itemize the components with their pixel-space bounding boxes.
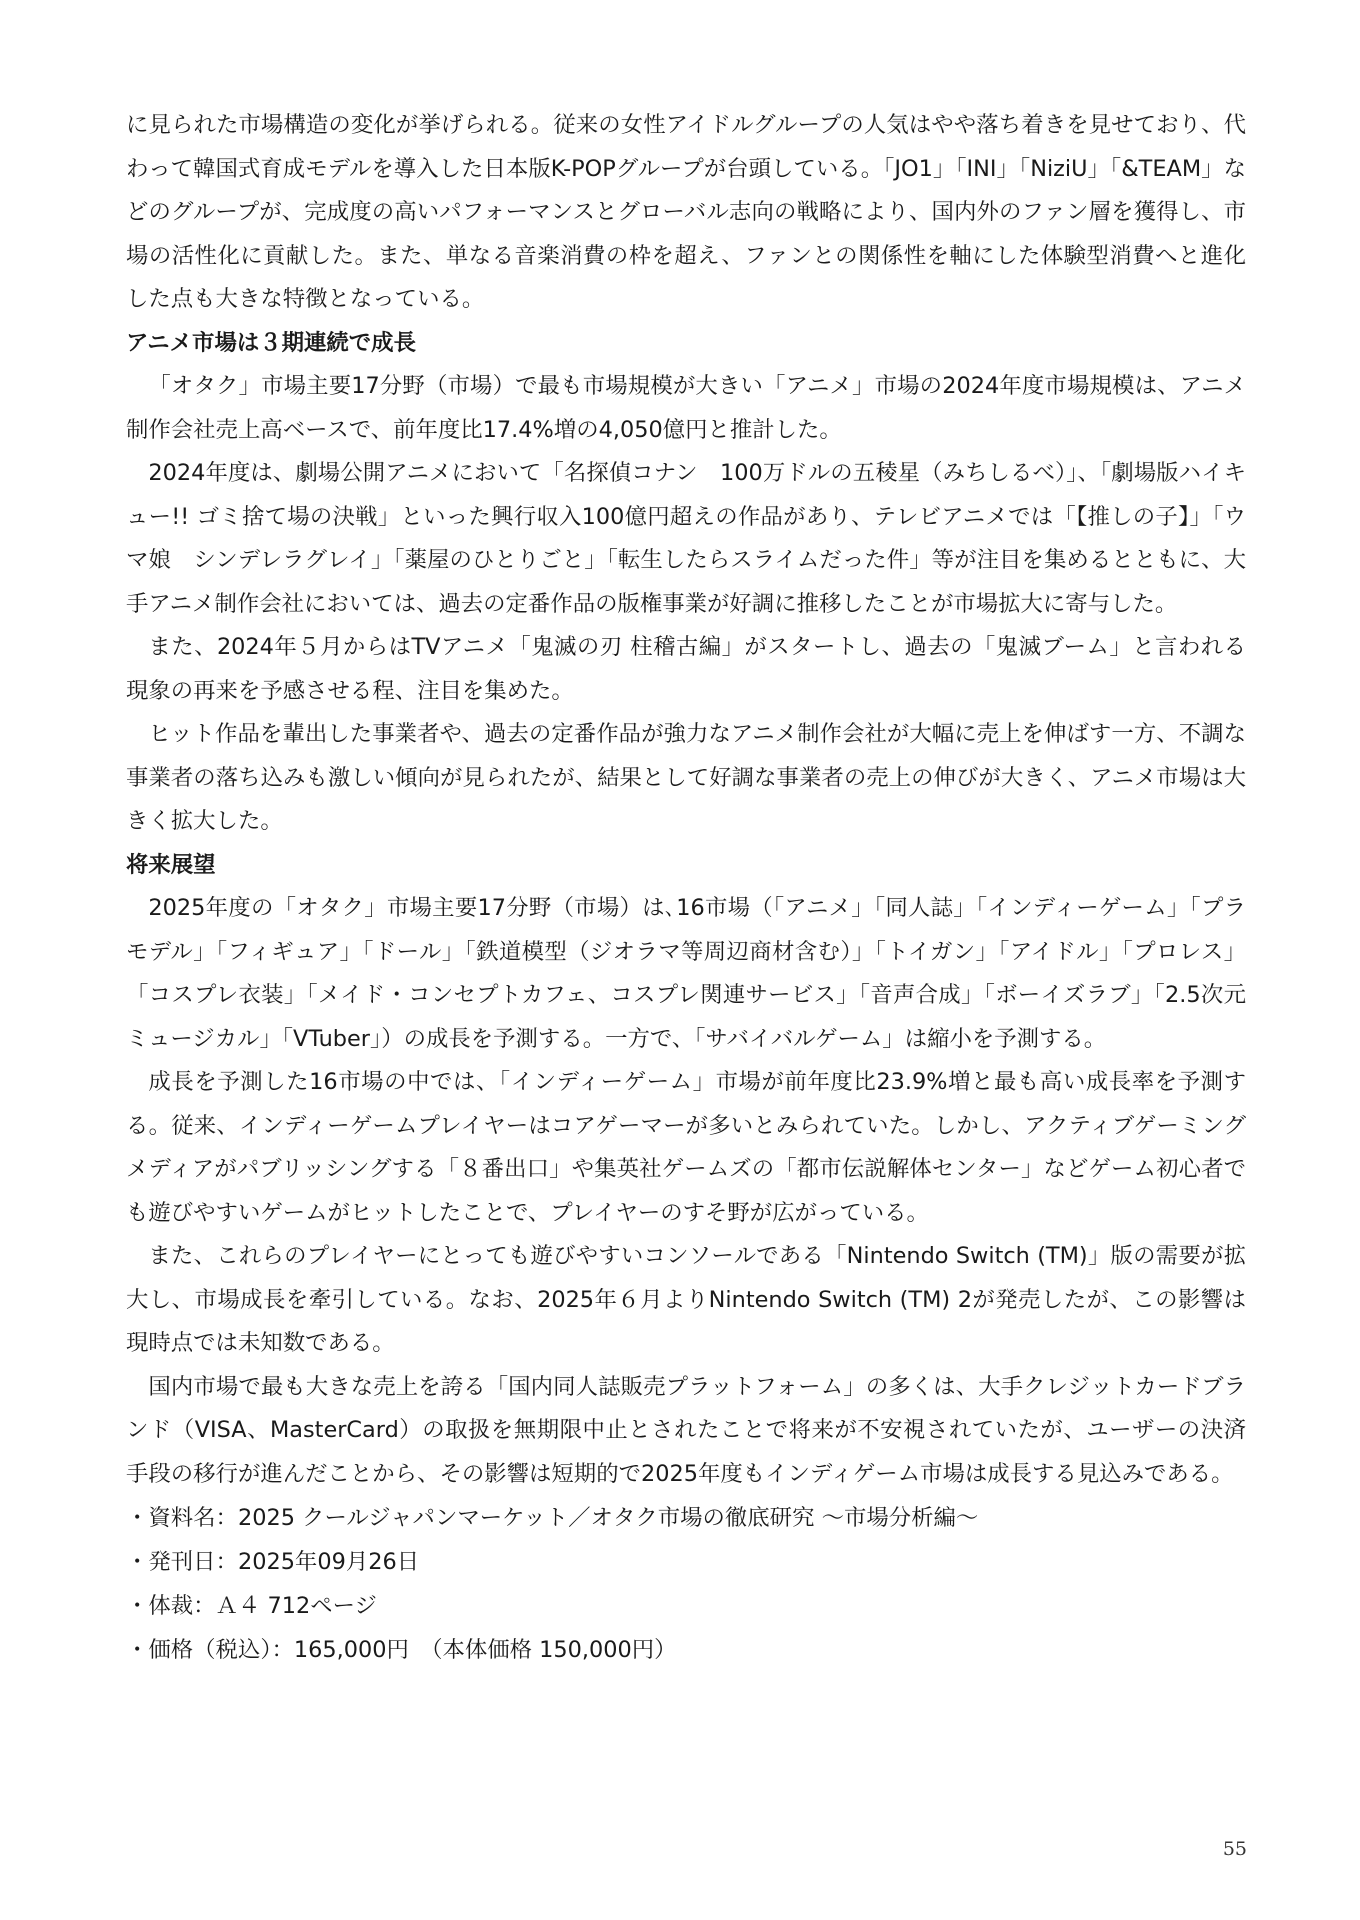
info-price: ・価格（税込）：165,000円 （本体価格 150,000円）: [126, 1637, 677, 1663]
info-release-date: ・発刊日：2025年09月26日: [126, 1549, 420, 1575]
page-number: 55: [1222, 1838, 1247, 1860]
section-heading-anime: アニメ市場は３期連続で成長: [126, 329, 416, 356]
publication-info-list: [126, 1496, 1246, 1672]
document-body: [126, 104, 1246, 1672]
body-paragraph: ヒット作品を輩出した事業者や、過去の定番作品が強力なアニメ制作会社が大幅に売上を伸ばす一方、不調な事業者の落ち込みも激しい傾向が見られたが、結果として好調な事業者の売上の伸びが大きく、アニメ市場は大きく拡大した。: [126, 721, 1246, 834]
body-paragraph: また、2024年５月からはTVアニメ「鬼滅の刃 柱稽古編」がスタートし、過去の「鬼滅ブーム」と言われる現象の再来を予感させる程、注目を集めた。: [126, 634, 1246, 704]
body-paragraph: 「オタク」市場主要17分野（市場）で最も市場規模が大きい「アニメ」市場の2024年度市場規模は、アニメ制作会社売上高ベースで、前年度比17.4%増の4,050億円と推計した。: [126, 373, 1246, 443]
body-paragraph: また、これらのプレイヤーにとっても遊びやすいコンソールである「Nintendo Switch (TM)」版の需要が拡大し、市場成長を牽引している。なお、2025年６月よりNintendo Switch (TM) 2が発売したが、この影響は現時点では未知数である。: [126, 1243, 1246, 1356]
body-paragraph: 2025年度の「オタク」市場主要17分野（市場）は､16市場（「アニメ」「同人誌」「インディーゲーム」「プラモデル」「フィギュア」「ドール」「鉄道模型（ジオラマ等周辺商材含む）」「トイガン」「アイドル」「プロレス」「コスプレ衣装」「メイド・コンセプトカフェ、コスプレ関連サービス」「音声合成」「ボーイズラブ」「2.5次元ミュージカル」「VTuber」）の成長を予測する。一方で、「サバイバルゲーム」は縮小を予測する。: [126, 895, 1246, 1052]
info-title: ・資料名：2025 クールジャパンマーケット／オタク市場の徹底研究 ～市場分析編～: [126, 1505, 979, 1531]
section-heading-outlook: 将来展望: [126, 851, 216, 878]
body-paragraph: 成長を予測した16市場の中では、「インディーゲーム」市場が前年度比23.9%増と最も高い成長率を予測する。従来、インディーゲームプレイヤーはコアゲーマーが多いとみられていた。しかし、アクティブゲーミングメディアがパブリッシングする「８番出口」や集英社ゲームズの「都市伝説解体センター」などゲーム初心者でも遊びやすいゲームがヒットしたことで、プレイヤーのすそ野が広がっている。: [126, 1069, 1246, 1226]
body-paragraph: 国内市場で最も大きな売上を誇る「国内同人誌販売プラットフォーム」の多くは、大手クレジットカードブランド（VISA、MasterCard）の取扱を無期限中止とされたことで将来が不安視されていたが、ユーザーの決済手段の移行が進んだことから、その影響は短期的で2025年度もインディゲーム市場は成長する見込みである。: [126, 1373, 1246, 1487]
info-format: ・体裁：Ａ４ 712ページ: [126, 1593, 377, 1619]
intro-paragraph: に見られた市場構造の変化が挙げられる。従来の女性アイドルグループの人気はやや落ち着きを見せており、代わって韓国式育成モデルを導入した日本版K-POPグループが台頭している。「JO1」「INI」「NiziU」「&TEAM」などのグループが、完成度の高いパフォーマンスとグローバル志向の戦略により、国内外のファン層を獲得し、市場の活性化に貢献した。また、単なる音楽消費の枠を超え、ファンとの関係性を軸にした体験型消費へと進化した点も大きな特徴となっている。: [126, 112, 1246, 312]
body-paragraph: 2024年度は、劇場公開アニメにおいて「名探偵コナン 100万ドルの五稜星（みちしるべ）」、「劇場版ハイキュー!! ゴミ捨て場の決戦」といった興行収入100億円超えの作品があり、テレビアニメでは「【推しの子】」「ウマ娘 シンデレラグレイ」「薬屋のひとりごと」「転生したらスライムだった件」等が注目を集めるとともに、大手アニメ制作会社においては、過去の定番作品の版権事業が好調に推移したことが市場拡大に寄与した。: [126, 460, 1246, 617]
